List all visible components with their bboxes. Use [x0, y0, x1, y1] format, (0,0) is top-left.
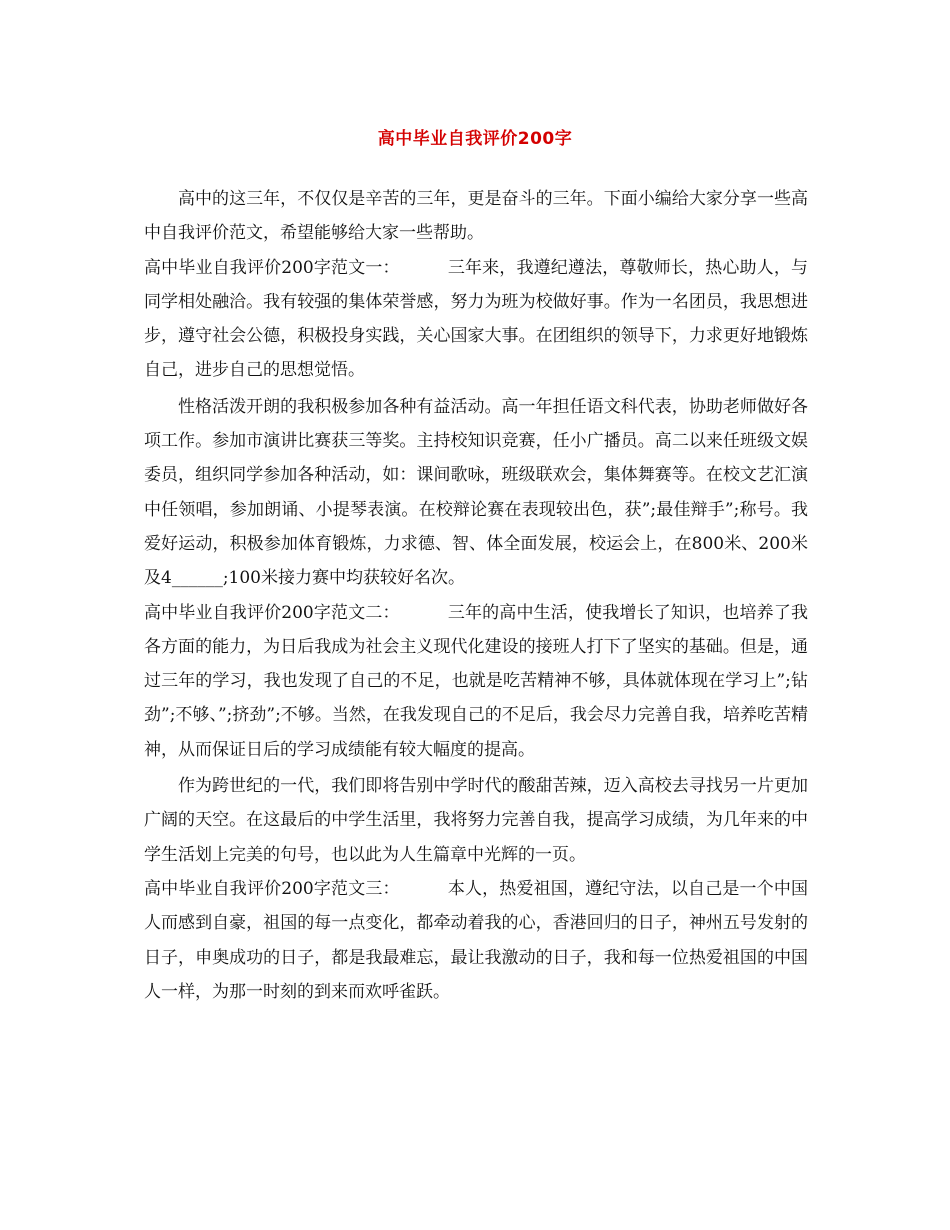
document-title: 高中毕业自我评价200字 [377, 129, 573, 149]
sample-one-paragraph [144, 251, 808, 388]
document-body [144, 182, 808, 1009]
intro-paragraph: 高中的这三年，不仅仅是辛苦的三年，更是奋斗的三年。下面小编给大家分享一些高中自我评价范文，希望能够给大家一些帮助。 [144, 189, 808, 244]
sample-two-heading: 高中毕业自我评价200字范文二： [144, 602, 400, 623]
sample-three-text: 本人，热爱祖国，遵纪守法，以自己是一个中国人而感到自豪，祖国的每一点变化，都牵动着我的心，香港回归的日子，神州五号发射的日子，申奥成功的日子，都是我最难忘，最让我激动的日子，我和每一位热爱祖国的中国人一样，为那一时刻的到来而欢呼雀跃。 [144, 878, 808, 1002]
sample-three-paragraph [144, 872, 808, 1009]
sample-two-paragraph [144, 596, 808, 767]
sample-two-body-paragraph: 作为跨世纪的一代，我们即将告别中学时代的酸甜苦辣，迈入高校去寻找另一片更加广阔的天空。在这最后的中学生活里，我将努力完善自我，提高学习成绩，为几年来的中学生活划上完美的句号，也以此为人生篇章中光辉的一页。 [144, 776, 808, 865]
sample-one-body-paragraph: 性格活泼开朗的我积极参加各种有益活动。高一年担任语文科代表，协助老师做好各项工作。参加市演讲比赛获三等奖。主持校知识竞赛，任小广播员。高二以来任班级文娱委员，组织同学参加各种活动，如：课间歌咏，班级联欢会，集体舞赛等。在校文艺汇演中任领唱，参加朗诵、小提琴表演。在校辩论赛在表现较出色，获”;最佳辩手”;称号。我爱好运动，积极参加体育锻炼，力求德、智、体全面发展，校运会上，在800米、200米及4______;100米接力赛中均获较好名次。 [144, 396, 808, 589]
sample-two-text: 三年的高中生活，使我增长了知识，也培养了我各方面的能力，为日后我成为社会主义现代化建设的接班人打下了坚实的基础。但是，通过三年的学习，我也发现了自己的不足，也就是吃苦精神不够，具体就体现在学习上”;钻劲”;不够、”;挤劲”;不够。当然，在我发现自己的不足后，我会尽力完善自我，培养吃苦精神，从而保证日后的学习成绩能有较大幅度的提高。 [144, 602, 808, 760]
sample-three-heading: 高中毕业自我评价200字范文三： [144, 878, 400, 899]
sample-one-text: 三年来，我遵纪遵法，尊敬师长，热心助人，与同学相处融洽。我有较强的集体荣誉感，努力为班为校做好事。作为一名团员，我思想进步，遵守社会公德，积极投身实践，关心国家大事。在团组织的领导下，力求更好地锻炼自己，进步自己的思想觉悟。 [144, 257, 808, 381]
sample-one-heading: 高中毕业自我评价200字范文一： [144, 257, 400, 278]
